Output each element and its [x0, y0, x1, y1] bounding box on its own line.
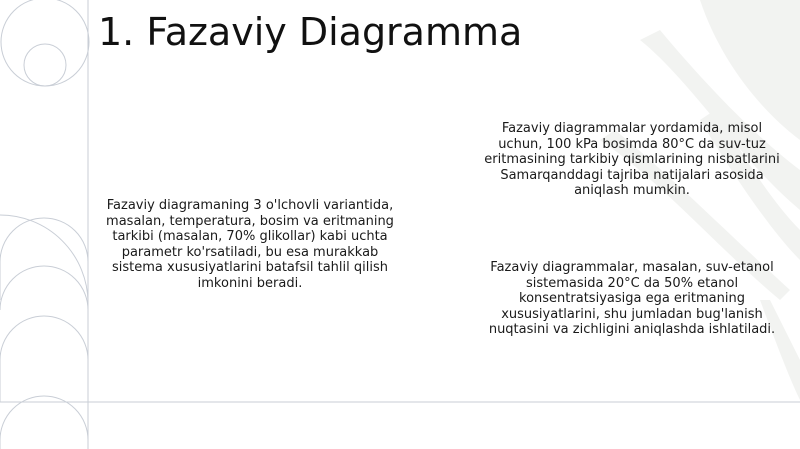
deco-circle-large [1, 0, 89, 86]
right-bottom-paragraph: Fazaviy diagrammalar, masalan, suv-etanol sistemasida 20°C da 50% etanol konsentratsiyasiga ega eritmaning xususiyatlarini, shu jumladan bug'lanish nuqtasini va zichligini aniqlashda ishlatiladi. [488, 260, 776, 337]
deco-arch-bottom [0, 396, 88, 449]
left-paragraph: Fazaviy diagramaning 3 o'lchovli variantida, masalan, temperatura, bosim va eritmaning tarkibi (masalan, 70% glikollar) kabi uchta parametr ko'rsatiladi, bu esa murakkab sistema xususiyatlarini batafsil tahlil qilish imkonini beradi. [106, 198, 394, 291]
slide-title: 1. Fazaviy Diagramma [98, 10, 523, 54]
right-top-paragraph: Fazaviy diagrammalar yordamida, misol uchun, 100 kPa bosimda 80°C da suv-tuz eritmasining tarkibiy qismlarining nisbatlarini Samarqanddagi tajriba natijalari asosida aniqlash mumkin. [484, 121, 780, 198]
deco-circle-small [24, 44, 66, 86]
leaf-watermark-icon [600, 0, 800, 400]
deco-arch-middle [0, 266, 88, 310]
deco-arch-lower [0, 316, 88, 402]
deco-arch-upper [0, 218, 88, 300]
deco-arch-corner [0, 215, 88, 302]
